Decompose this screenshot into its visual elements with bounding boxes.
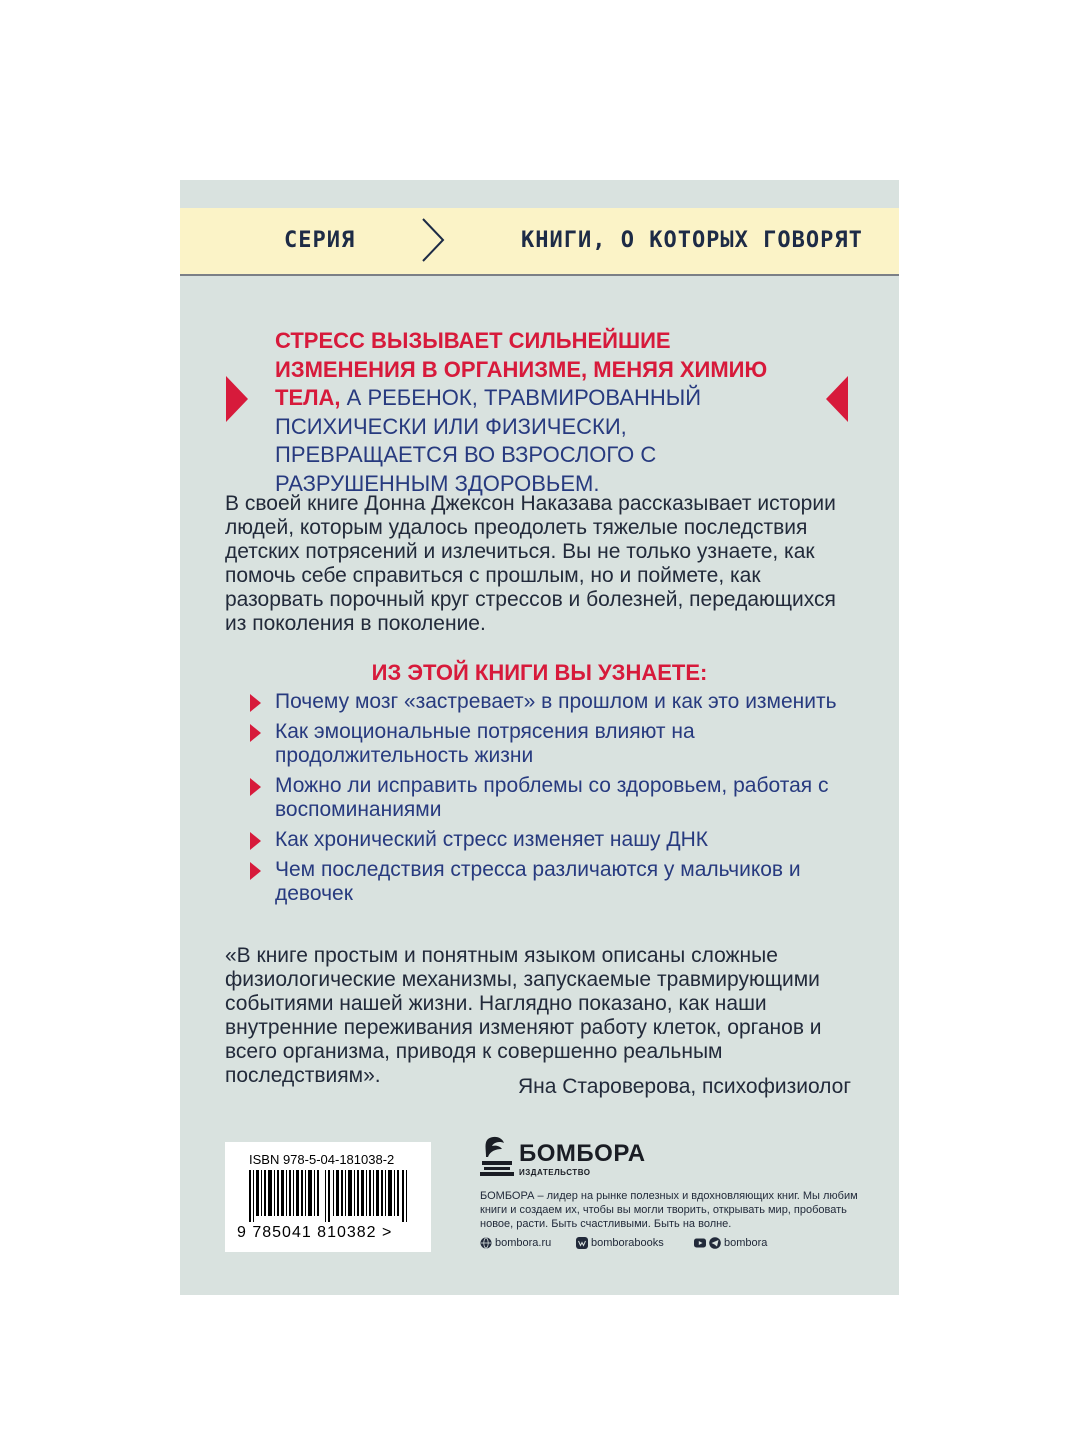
list-item-text: Почему мозг «застревает» в прошлом и как это изменить [275,690,837,713]
chevron-right-icon [420,216,446,264]
social-label: bomborabooks [591,1237,664,1249]
list-item [250,690,860,714]
learn-list [250,690,860,912]
telegram-icon [709,1237,721,1249]
list-item [250,828,860,852]
lead-highlight: СТРЕСС ВЫЗЫВАЕТ СИЛЬНЕЙШИЕ ИЗМЕНЕНИЯ В ОРГАНИЗМЕ, МЕНЯЯ ХИМИЮ ТЕЛА, [275,328,768,410]
book-back-cover [180,180,899,1295]
series-band [180,208,899,276]
publisher-subtitle: ИЗДАТЕЛЬСТВО [519,1168,591,1177]
bullet-triangle-icon [250,832,261,850]
series-label: СЕРИЯ [284,228,356,253]
list-item-text: Чем последствия стресса различаются у мальчиков и девочек [275,858,801,905]
barcode-bars [249,1170,409,1222]
lead-rest: А РЕБЕНОК, ТРАВМИРОВАННЫЙ ПСИХИЧЕСКИ ИЛИ ФИЗИЧЕСКИ, ПРЕВРАЩАЕТСЯ ВО ВЗРОСЛОГО С РАЗРУШЕННЫМ ЗДОРОВЬЕМ. [275,385,702,496]
triangle-right-icon [226,376,248,422]
social-link-bombora[interactable] [694,1237,767,1249]
bombora-logo-icon [480,1135,516,1177]
list-item [250,858,860,906]
list-item [250,720,860,768]
series-name: КНИГИ, О КОТОРЫХ ГОВОРЯТ [521,228,863,253]
youtube-icon [694,1237,706,1249]
bullet-triangle-icon [250,724,261,742]
triangle-left-icon [826,376,848,422]
social-label: bombora.ru [495,1237,552,1249]
book-description: В своей книге Донна Джексон Наказава рассказывает истории людей, которым удалось преодолеть тяжелые последствия детских потрясений и излечиться. Вы не только узнаете, как помочь себе справиться с прошлым, но и поймете, как разорвать порочный круг стрессов и болезней, передающихся из поколения в поколение. [225,492,836,635]
lead-statement [275,327,815,498]
social-link-website[interactable] [480,1237,551,1249]
bullet-triangle-icon [250,694,261,712]
isbn-number: ISBN 978-5-04-181038-2 [249,1152,395,1167]
social-label: bombora [724,1237,768,1249]
review-quote: «В книге простым и понятным языком описаны сложные физиологические механизмы, запускаемые травмирующими событиями нашей жизни. Наглядно показано, как наши внутренние переживания изменяют работу клеток, органов и всего организма, приводя к совершенно реальным последствиям». [225,944,822,1087]
publisher-description: БОМБОРА – лидер на рынке полезных и вдохновляющих книг. Мы любим книги и создаем их, чтобы вы могли творить, открывать мир, пробовать новое, расти. Быть счастливыми. Быть на волне. [480,1190,858,1230]
barcode-digits: 9 785041 810382 > [237,1224,393,1241]
publisher-name: БОМБОРА [519,1140,646,1167]
list-item-text: Как эмоциональные потрясения влияют на продолжительность жизни [275,720,695,767]
social-link-vk[interactable] [576,1237,664,1249]
social-links [480,1237,900,1253]
learn-title: ИЗ ЭТОЙ КНИГИ ВЫ УЗНАЕТЕ: [371,660,708,685]
list-item-text: Как хронический стресс изменяет нашу ДНК [275,828,708,851]
isbn-barcode [225,1142,431,1252]
bullet-triangle-icon [250,862,261,880]
list-item [250,774,860,822]
bullet-triangle-icon [250,778,261,796]
globe-icon [480,1237,492,1249]
list-item-text: Можно ли исправить проблемы со здоровьем, работая с воспоминаниями [275,774,829,821]
quote-attribution: Яна Староверова, психофизиолог [517,1075,851,1098]
vk-icon [576,1237,588,1249]
